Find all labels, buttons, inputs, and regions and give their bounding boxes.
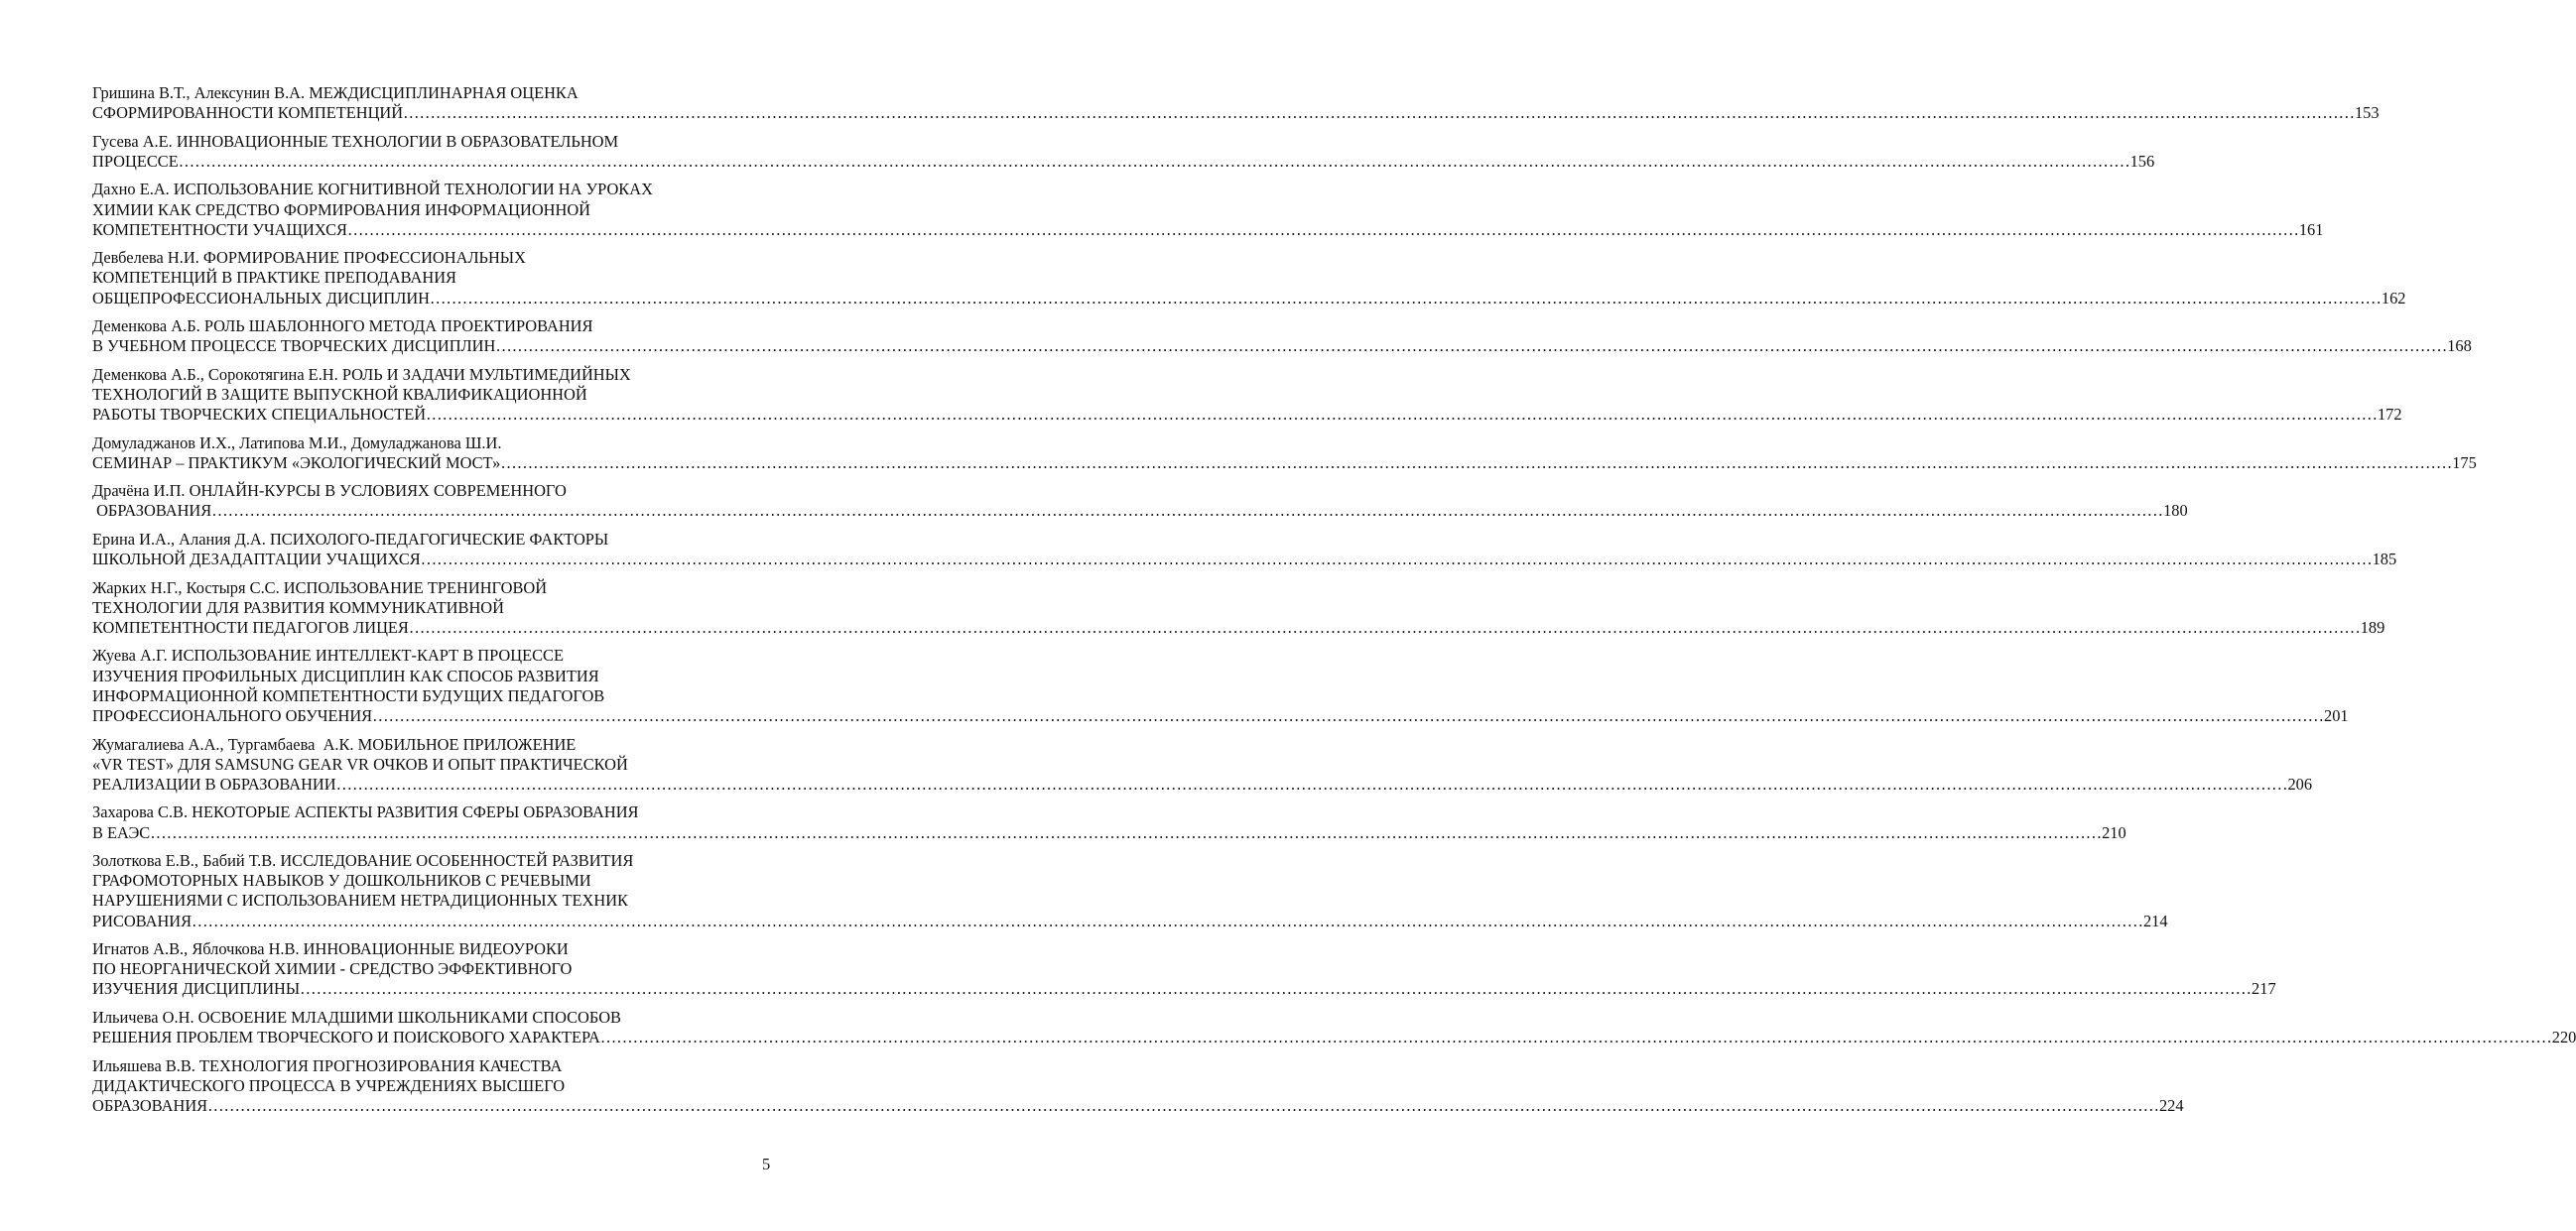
toc-entry-text: ИЗУЧЕНИЯ ДИСЦИПЛИНЫ <box>92 979 301 999</box>
dot-leader: ……………………………………………………………………………………………………………………………………………………………………………………………………………………………………………………………………………………………………………………………… <box>211 501 2164 521</box>
toc-entry-line: Гришина В.Т., Алексунин В.А. МЕЖДИСЦИПЛИНАРНАЯ ОЦЕНКА <box>92 83 579 102</box>
toc-entry <box>92 529 2397 569</box>
dot-leader: ……………………………………………………………………………………………………………………………………………………………………………………………………………………………………………………………………………………………………………………………… <box>335 774 2288 794</box>
toc-entry-text: ПРОФЕССИОНАЛЬНОГО ОБУЧЕНИЯ <box>92 706 373 726</box>
toc-page-number: 220 <box>2551 1028 2576 1047</box>
toc-entry-last-line <box>92 219 2324 240</box>
toc-entry <box>92 481 2188 521</box>
toc-entry <box>92 646 2349 726</box>
toc-page-number: 214 <box>2142 911 2168 930</box>
toc-entry-text: РЕШЕНИЯ ПРОБЛЕМ ТВОРЧЕСКОГО И ПОИСКОВОГО ХАРАКТЕРА <box>92 1028 600 1047</box>
toc-entry-last-line <box>92 774 2313 795</box>
toc-entry-line: Жумагалиева А.А., Тургамбаева А.К. МОБИЛЬНОЕ ПРИЛОЖЕНИЕ <box>92 734 577 754</box>
dot-leader: ……………………………………………………………………………………………………………………………………………………………………………………………………………………………………………………………………………………………………………………………… <box>495 336 2448 356</box>
toc-page-number: 206 <box>2287 774 2313 794</box>
toc-entry <box>92 1055 2184 1117</box>
toc-entry <box>92 577 2385 639</box>
dot-leader: ……………………………………………………………………………………………………………………………………………………………………………………………………………………………………………………………………………………………………………………………… <box>403 103 2355 123</box>
toc-entry-text: ОБРАЗОВАНИЯ <box>92 501 212 521</box>
dot-leader: ……………………………………………………………………………………………………………………………………………………………………………………………………………………………………………………………………………………………………………………………… <box>426 405 2378 425</box>
toc-entry-last-line <box>92 822 2126 843</box>
toc-page-number: 175 <box>2452 452 2477 472</box>
toc-entry-line: Дахно Е.А. ИСПОЛЬЗОВАНИЕ КОГНИТИВНОЙ ТЕХНОЛОГИИ НА УРОКАХ <box>92 180 653 199</box>
toc-entry-line: Девбелева Н.И. ФОРМИРОВАНИЕ ПРОФЕССИОНАЛЬНЫХ <box>92 248 526 268</box>
toc-page-number: 161 <box>2298 219 2324 239</box>
toc-entry <box>92 131 2155 172</box>
toc-entry <box>92 180 2324 240</box>
dot-leader: ……………………………………………………………………………………………………………………………………………………………………………………………………………………………………………………………………………………………………………………………… <box>372 706 2324 726</box>
toc-entry-line: ГРАФОМОТОРНЫХ НАВЫКОВ У ДОШКОЛЬНИКОВ С РЕЧЕВЫМИ <box>92 871 591 891</box>
toc-entry-line: ИНФОРМАЦИОННОЙ КОМПЕТЕНТНОСТИ БУДУЩИХ ПЕДАГОГОВ <box>92 685 605 705</box>
toc-entry-last-line <box>92 288 2406 308</box>
toc-entry-last-line <box>92 979 2276 999</box>
toc-entry <box>92 734 2313 796</box>
toc-entry-text: ПРОЦЕССЕ <box>92 151 179 171</box>
toc-page-number: 189 <box>2360 617 2385 637</box>
toc-entry-last-line <box>92 911 2168 931</box>
toc-entry-line: ТЕХНОЛОГИЙ В ЗАЩИТЕ ВЫПУСКНОЙ КВАЛИФИКАЦИОННОЙ <box>92 384 587 404</box>
toc-entry-line: Ильяшева В.В. ТЕХНОЛОГИЯ ПРОГНОЗИРОВАНИЯ КАЧЕСТВА <box>92 1055 563 1075</box>
toc-entry-last-line <box>92 405 2402 425</box>
dot-leader: ……………………………………………………………………………………………………………………………………………………………………………………………………………………………………………………………………………………………………………………………… <box>430 288 2382 308</box>
toc-entry-line: Драчёна И.П. ОНЛАЙН-КУРСЫ В УСЛОВИЯХ СОВРЕМЕННОГО <box>92 481 567 501</box>
toc-entry-line: КОМПЕТЕНЦИЙ В ПРАКТИКЕ ПРЕПОДАВАНИЯ <box>92 268 456 288</box>
toc-entry-text: ОБРАЗОВАНИЯ <box>92 1096 208 1115</box>
toc-entry-last-line <box>92 550 2397 569</box>
toc-page-number: 162 <box>2381 288 2406 308</box>
toc-page-number: 156 <box>2129 151 2155 171</box>
toc-page-number: 224 <box>2158 1096 2184 1115</box>
toc-entry-line: ПО НЕОРГАНИЧЕСКОЙ ХИМИИ - СРЕДСТВО ЭФФЕКТИВНОГО <box>92 959 573 979</box>
toc-entry-line: Ильичева О.Н. ОСВОЕНИЕ МЛАДШИМИ ШКОЛЬНИКАМИ СПОСОБОВ <box>92 1007 621 1027</box>
dot-leader: ……………………………………………………………………………………………………………………………………………………………………………………………………………………………………………………………………………………………………………………………… <box>420 550 2373 569</box>
toc-entry-line: ИЗУЧЕНИЯ ПРОФИЛЬНЫХ ДИСЦИПЛИН КАК СПОСОБ РАЗВИТИЯ <box>92 666 599 685</box>
toc-entry-line: ДИДАКТИЧЕСКОГО ПРОЦЕССА В УЧРЕЖДЕНИЯХ ВЫСШЕГО <box>92 1075 566 1095</box>
toc-entry-last-line <box>92 151 2155 172</box>
toc-page-number: 201 <box>2324 706 2349 726</box>
toc-entry-last-line <box>92 452 2477 473</box>
toc-entry-line: Захарова С.В. НЕКОТОРЫЕ АСПЕКТЫ РАЗВИТИЯ СФЕРЫ ОБРАЗОВАНИЯ <box>92 802 639 822</box>
toc-entry-last-line <box>92 501 2188 521</box>
toc-entry-last-line <box>92 1028 2576 1047</box>
toc-entry <box>92 1007 2576 1047</box>
dot-leader: ……………………………………………………………………………………………………………………………………………………………………………………………………………………………………………………………………………………………………………………………… <box>150 822 2103 842</box>
toc-entry-line: Деменкова А.Б. РОЛЬ ШАБЛОННОГО МЕТОДА ПРОЕКТИРОВАНИЯ <box>92 316 593 336</box>
dot-leader: ……………………………………………………………………………………………………………………………………………………………………………………………………………………………………………………………………………………………………………………………… <box>300 979 2253 999</box>
toc-entry <box>92 248 2406 308</box>
toc-entry-text: РЕАЛИЗАЦИИ В ОБРАЗОВАНИИ <box>92 774 336 794</box>
toc-entry-line: Домуладжанов И.Х., Латипова М.И., Домуладжанова Ш.И. <box>92 432 502 452</box>
dot-leader: ……………………………………………………………………………………………………………………………………………………………………………………………………………………………………………………………………………………………………………………………… <box>207 1096 2159 1115</box>
toc-entry-text: ОБЩЕПРОФЕССИОНАЛЬНЫХ ДИСЦИПЛИН <box>92 288 431 308</box>
toc-entry-line: ТЕХНОЛОГИИ ДЛЯ РАЗВИТИЯ КОММУНИКАТИВНОЙ <box>92 597 504 617</box>
toc-page-number: 153 <box>2354 103 2380 123</box>
toc-entry <box>92 83 2380 123</box>
toc-entry-line: ХИМИИ КАК СРЕДСТВО ФОРМИРОВАНИЯ ИНФОРМАЦИОННОЙ <box>92 199 591 219</box>
toc-entry-text: СЕМИНАР – ПРАКТИКУМ «ЭКОЛОГИЧЕСКИЙ МОСТ» <box>92 452 501 472</box>
toc-entry <box>92 364 2402 426</box>
toc-entry <box>92 432 2477 473</box>
toc-entry-last-line <box>92 617 2385 638</box>
toc-entry-last-line <box>92 103 2380 123</box>
toc-page-number: 210 <box>2102 822 2126 842</box>
toc-entry-text: СФОРМИРОВАННОСТИ КОМПЕТЕНЦИЙ <box>92 103 404 123</box>
toc-entry-line: Золоткова Е.В., Бабий Т.В. ИССЛЕДОВАНИЕ ОСОБЕННОСТЕЙ РАЗВИТИЯ <box>92 851 634 871</box>
toc-entry-text: В УЧЕБНОМ ПРОЦЕССЕ ТВОРЧЕСКИХ ДИСЦИПЛИН <box>92 336 496 356</box>
dot-leader: ……………………………………………………………………………………………………………………………………………………………………………………………………………………………………………………………………………………………………………………………… <box>178 151 2130 171</box>
toc-page-number: 172 <box>2377 405 2402 425</box>
toc-page-number: 185 <box>2372 550 2397 569</box>
toc-entry-line: Игнатов А.В., Яблочкова Н.В. ИННОВАЦИОННЫЕ ВИДЕОУРОКИ <box>92 939 569 959</box>
toc-entry-line: Деменкова А.Б., Сорокотягина Е.Н. РОЛЬ И ЗАДАЧИ МУЛЬТИМЕДИЙНЫХ <box>92 364 631 384</box>
dot-leader: ……………………………………………………………………………………………………………………………………………………………………………………………………………………………………………………………………………………………………………………………… <box>408 617 2361 637</box>
toc-page-number: 217 <box>2252 979 2276 999</box>
toc-entry-text: В ЕАЭС <box>92 822 151 842</box>
toc-page-number: 168 <box>2447 336 2472 356</box>
toc-entry-text: КОМПЕТЕНТНОСТИ УЧАЩИХСЯ <box>92 219 347 239</box>
toc-page-number: 180 <box>2163 501 2188 521</box>
toc-entry <box>92 939 2276 1000</box>
page-number: 5 <box>762 1155 771 1173</box>
toc-entry-text: РИСОВАНИЯ <box>92 911 193 930</box>
toc-entry <box>92 802 2126 842</box>
dot-leader: ……………………………………………………………………………………………………………………………………………………………………………………………………………………………………………………………………………………………………………………………… <box>599 1028 2552 1047</box>
dot-leader: ……………………………………………………………………………………………………………………………………………………………………………………………………………………………………………………………………………………………………………………………… <box>192 911 2143 930</box>
toc-entry-line: НАРУШЕНИЯМИ С ИСПОЛЬЗОВАНИЕМ НЕТРАДИЦИОННЫХ ТЕХНИК <box>92 891 628 911</box>
toc-entry-line: Жарких Н.Г., Костыря С.С. ИСПОЛЬЗОВАНИЕ ТРЕНИНГОВОЙ <box>92 577 548 597</box>
toc-entry-text: РАБОТЫ ТВОРЧЕСКИХ СПЕЦИАЛЬНОСТЕЙ <box>92 405 427 425</box>
toc-entry-line: Жуева А.Г. ИСПОЛЬЗОВАНИЕ ИНТЕЛЛЕКТ-КАРТ В ПРОЦЕССЕ <box>92 646 564 666</box>
dot-leader: ……………………………………………………………………………………………………………………………………………………………………………………………………………………………………………………………………………………………………………………………… <box>500 452 2453 472</box>
dot-leader: ……………………………………………………………………………………………………………………………………………………………………………………………………………………………………………………………………………………………………………………………… <box>346 219 2299 239</box>
toc-entry-text: КОМПЕТЕНТНОСТИ ПЕДАГОГОВ ЛИЦЕЯ <box>92 617 409 637</box>
toc-entry-line: Гусева А.Е. ИННОВАЦИОННЫЕ ТЕХНОЛОГИИ В ОБРАЗОВАТЕЛЬНОМ <box>92 131 619 151</box>
toc-entry-last-line <box>92 1096 2184 1116</box>
toc-entry-last-line <box>92 706 2349 726</box>
toc-entry <box>92 316 2472 356</box>
toc-entry-line: Ерина И.А., Алания Д.А. ПСИХОЛОГО-ПЕДАГОГИЧЕСКИЕ ФАКТОРЫ <box>92 529 609 549</box>
toc-entry-line: «VR TEST» ДЛЯ SAMSUNG GEAR VR ОЧКОВ И ОПЫТ ПРАКТИЧЕСКОЙ <box>92 754 628 774</box>
toc-entry-text: ШКОЛЬНОЙ ДЕЗАДАПТАЦИИ УЧАЩИХСЯ <box>92 550 421 569</box>
table-of-contents <box>92 83 2576 1124</box>
toc-entry <box>92 851 2168 931</box>
toc-entry-last-line <box>92 336 2472 356</box>
